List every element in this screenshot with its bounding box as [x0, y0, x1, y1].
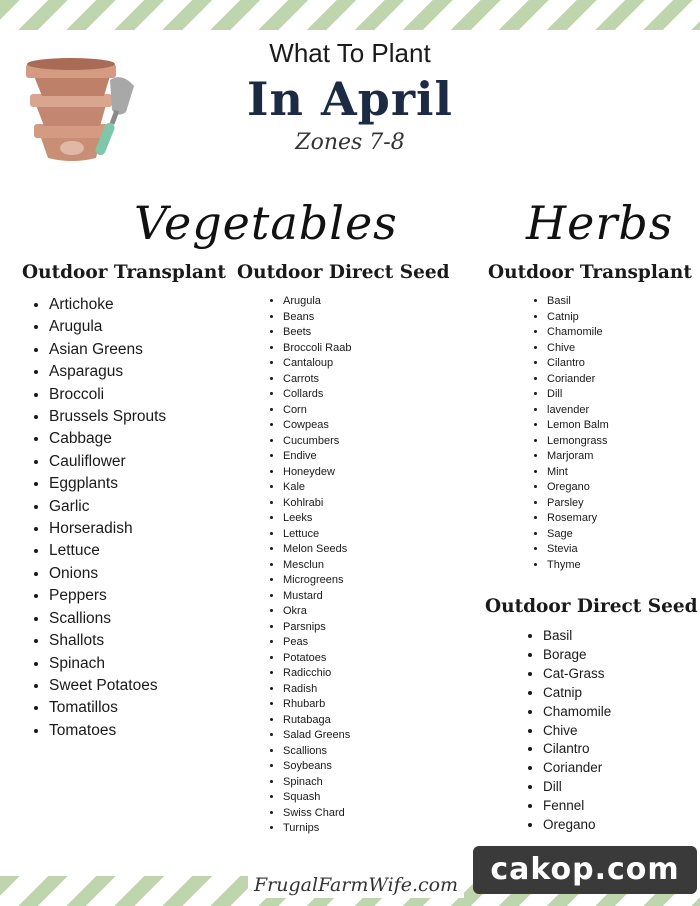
list-item: • Tomatillos [49, 697, 166, 719]
list-item: • Basil [543, 627, 611, 646]
list-item: • Spinach [49, 653, 166, 675]
list-item: • Oregano [547, 480, 609, 496]
list-item: • Chamomile [547, 325, 609, 341]
list-item: • Arugula [49, 316, 166, 338]
list-item: • Turnips [283, 821, 351, 837]
list-item: • Collards [283, 387, 351, 403]
list-item: • Squash [283, 790, 351, 806]
list-item: • Chive [547, 341, 609, 357]
list-item: • Kale [283, 480, 351, 496]
list-item: • Scallions [283, 744, 351, 760]
list-item: • Catnip [543, 684, 611, 703]
list-item: • Mesclun [283, 558, 351, 574]
list-item: • Onions [49, 563, 166, 585]
list-item: • Fennel [543, 797, 611, 816]
list-item: • Soybeans [283, 759, 351, 775]
list-item: • Rhubarb [283, 697, 351, 713]
list-item: • Salad Greens [283, 728, 351, 744]
list-item: • Marjoram [547, 449, 609, 465]
list-item: • Garlic [49, 496, 166, 518]
list-item: • Broccoli Raab [283, 341, 351, 357]
veg-direct-seed-list [265, 294, 351, 837]
list-item: • Melon Seeds [283, 542, 351, 558]
list-item: • Dill [543, 778, 611, 797]
list-item: • Radicchio [283, 666, 351, 682]
list-item: • Cabbage [49, 428, 166, 450]
list-item: • Microgreens [283, 573, 351, 589]
list-item: • Cowpeas [283, 418, 351, 434]
list-item: • Basil [547, 294, 609, 310]
veg-transplant-list [31, 294, 166, 742]
list-item: • Borage [543, 646, 611, 665]
list-item: • Parsley [547, 496, 609, 512]
title-line-1: What To Plant [269, 38, 431, 68]
list-item: • Thyme [547, 558, 609, 574]
list-item: • Kohlrabi [283, 496, 351, 512]
list-item: • Arugula [283, 294, 351, 310]
herbs-heading: Herbs [526, 196, 674, 250]
list-item: • Stevia [547, 542, 609, 558]
list-item: • Dill [547, 387, 609, 403]
list-item: • Endive [283, 449, 351, 465]
list-item: • Corn [283, 403, 351, 419]
list-item: • Tomatoes [49, 720, 166, 742]
list-item: • Carrots [283, 372, 351, 388]
list-item: • Peppers [49, 585, 166, 607]
footer-site-name: FrugalFarmWife.com [248, 872, 464, 898]
list-item: • Peas [283, 635, 351, 651]
list-item: • Cucumbers [283, 434, 351, 450]
list-item: • Sage [547, 527, 609, 543]
list-item: • Scallions [49, 608, 166, 630]
veg-direct-seed-heading: Outdoor Direct Seed [237, 262, 450, 283]
list-item: • Chamomile [543, 703, 611, 722]
list-item: • Coriander [543, 759, 611, 778]
list-item: • Potatoes [283, 651, 351, 667]
list-item: • Artichoke [49, 294, 166, 316]
list-item: • Mustard [283, 589, 351, 605]
list-item: • Catnip [547, 310, 609, 326]
herb-transplant-heading: Outdoor Transplant [488, 262, 692, 283]
list-item: • Sweet Potatoes [49, 675, 166, 697]
list-item: • Shallots [49, 630, 166, 652]
herb-direct-seed-heading: Outdoor Direct Seed [485, 596, 698, 617]
list-item: • lavender [547, 403, 609, 419]
list-item: • Spinach [283, 775, 351, 791]
list-item: • Cilantro [543, 740, 611, 759]
list-item: • Cilantro [547, 356, 609, 372]
list-item: • Lettuce [49, 540, 166, 562]
list-item: • Lemongrass [547, 434, 609, 450]
list-item: • Honeydew [283, 465, 351, 481]
list-item: • Okra [283, 604, 351, 620]
list-item: • Swiss Chard [283, 806, 351, 822]
list-item: • Horseradish [49, 518, 166, 540]
top-stripe-border [0, 0, 700, 30]
list-item: • Cantaloup [283, 356, 351, 372]
list-item: • Beans [283, 310, 351, 326]
zones-subtitle: Zones 7-8 [295, 130, 405, 155]
list-item: • Asparagus [49, 361, 166, 383]
list-item: • Asian Greens [49, 339, 166, 361]
list-item: • Broccoli [49, 384, 166, 406]
vegetables-heading: Vegetables [134, 196, 398, 250]
herb-direct-seed-list [525, 627, 611, 835]
list-item: • Beets [283, 325, 351, 341]
list-item: • Radish [283, 682, 351, 698]
list-item: • Rosemary [547, 511, 609, 527]
watermark-badge: cakop.com [473, 846, 697, 894]
list-item: • Cauliflower [49, 451, 166, 473]
list-item: • Leeks [283, 511, 351, 527]
list-item: • Rutabaga [283, 713, 351, 729]
list-item: • Lemon Balm [547, 418, 609, 434]
list-item: • Coriander [547, 372, 609, 388]
list-item: • Cat-Grass [543, 665, 611, 684]
title-line-2: In April [246, 72, 453, 126]
herb-transplant-list [529, 294, 609, 573]
veg-transplant-heading: Outdoor Transplant [22, 262, 226, 283]
list-item: • Parsnips [283, 620, 351, 636]
list-item: • Chive [543, 722, 611, 741]
list-item: • Lettuce [283, 527, 351, 543]
list-item: • Oregano [543, 816, 611, 835]
list-item: • Mint [547, 465, 609, 481]
list-item: • Brussels Sprouts [49, 406, 166, 428]
list-item: • Eggplants [49, 473, 166, 495]
